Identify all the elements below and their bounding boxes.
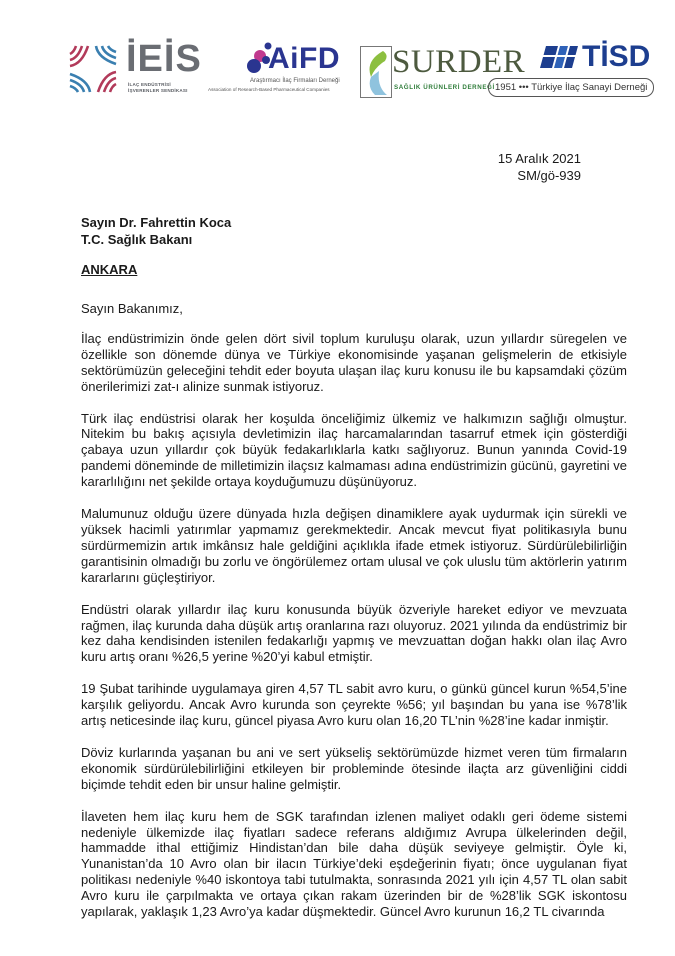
aifd-logo [206, 38, 346, 102]
surder-logo [358, 38, 526, 102]
ieis-subtitle-line: İLAÇ ENDÜSTRİSİ [128, 82, 171, 87]
letterhead-logos [66, 38, 651, 102]
body-paragraph: Endüstri olarak yıllardır ilaç kuru konusunda büyük özveriyle hareket ediyor ve mevzuata rağmen, ilaç kurunda daha düşük artış oranlarına razı oluyoruz. 2021 yılında da endüstrimiz bir kez daha kendisinden istenilen fedakarlığı yapmış ve mevzuattan doğan hakkı olan ilaç Avro kuru artış oranı %26,5 yerine %20’yi kabul etmiştir. [81, 601, 627, 665]
salutation: Sayın Bakanımız, [81, 301, 183, 316]
body-paragraph: Malumunuz olduğu üzere dünyada hızla değişen dinamiklere ayak uydurmak için sürekli ve yüksek hacimli yatırımlar yapmamız gerekmektedir. Ancak mevcut fiyat politikasıyla bunu sürdürmemizin artık imkânsız hale geldiğini açıklıkla ifade etmek istiyoruz. Sürdürülebilirliğin garantisinin olmadığı bu zorlu ve öngörülemez ortam ulusal ve çok uluslu tüm aktörlerin yatırım kararlarını güçleştiriyor. [81, 506, 627, 585]
ieis-wordmark: İEİS [126, 38, 202, 80]
ieis-logo [66, 38, 206, 102]
aifd-wordmark: AiFD [268, 42, 340, 75]
aifd-subtitle-en: Association of Research-Based Pharmaceutical Companies [208, 87, 330, 92]
addressee-city: ANKARA [81, 262, 138, 277]
letter-reference: SM/gö-939 [517, 168, 581, 183]
tisd-stripes-icon [540, 44, 580, 70]
addressee-block [81, 214, 231, 248]
body-paragraph: 19 Şubat tarihinde uygulamaya giren 4,57 TL sabit avro kuru, o günkü güncel kurun %54,5’ine karşılık geliyordu. Ancak Avro kurunda son çeyrekte %56; yıl başından bu yana ise %78’lik artış neticesinde ilaç kuru, güncel piyasa Avro kuru olan 16,20 TL’nin %28’ine kadar inmiştir. [81, 681, 627, 729]
ieis-interlocking-arcs-icon [66, 42, 120, 96]
ieis-subtitle [128, 82, 188, 94]
tisd-logo [486, 38, 651, 102]
addressee-name: Sayın Dr. Fahrettin Koca [81, 215, 232, 230]
addressee-title: T.C. Sağlık Bakanı [81, 232, 193, 247]
body-paragraph: Türk ilaç endüstrisi olarak her koşulda önceliğimiz ülkemiz ve halkımızın sağlığı olmuştur. Nitekim bu bakış açısıyla devletimizin ilaç harcamalarından tasarruf etmek için gösterdiği çabaya uzun yıllardır çok büyük fedakarlıklarla katkı sağlıyoruz. Bunun yanında Covid-19 pandemi döneminde de milletimizin ilaçsız kalmaması adına endüstrimizin gücünü, gayretini ve kararlılığını net şekilde ortaya koyduğumuzu düşünüyoruz. [81, 410, 627, 490]
tisd-wordmark: TİSD [582, 40, 651, 73]
letter-body [81, 301, 627, 936]
tisd-subtitle: 1951 ••• Türkiye İlaç Sanayi Derneği [488, 78, 654, 97]
ieis-subtitle-line: İŞVERENLER SENDİKASI [128, 88, 188, 93]
surder-leaf-icon [361, 47, 391, 97]
body-paragraph: İlaveten hem ilaç kuru hem de SGK tarafından izlenen maliyet odaklı geri ödeme sistemi nedeniyle ülkemizde ilaç fiyatları sadece referans aldığımız Avrupa ülkelerinden değil, hammadde ithal ettiğimiz Hindistan’dan bile daha düşük seviyeye gelmiştir. Öyle ki, Yunanistan’da 10 Avro olan bir ilacın Türkiye’deki eşdeğerinin fiyatı; önce uygulanan fiyat politikası nedeniyle %40 iskontoya tabi tutulmakta, sonrasında 2021 yılı için 4,57 TL olan sabit Avro kuru ile çarpılmakta ve ortaya çıkan rakam üzerinden bir de %28’lik SGK iskontosu yapılarak, yaklaşık 1,23 Avro’ya kadar düşmektedir. Güncel Avro kurunun 16,2 TL civarında [81, 808, 627, 920]
surder-emblem [360, 46, 392, 98]
body-paragraph: İlaç endüstrimizin önde gelen dört sivil toplum kuruluşu olarak, uzun yıllardır süregelen ve özellikle son dönemde dünya ve Türkiye ekonomisinde yaşanan gelişmelerin de etkisiyle sektörümüzün geleceğini tehdit eder boyuta ulaşan ilaç kuru konusu ile bu kapsamdaki çözüm önerilerimizi zat-ı alinize sunmak istiyoruz. [81, 330, 627, 394]
date-block [498, 150, 581, 184]
surder-wordmark: SURDER [392, 44, 526, 80]
letter-date: 15 Aralık 2021 [497, 151, 581, 166]
body-paragraph: Döviz kurlarında yaşanan bu ani ve sert yükseliş sektörümüzde hizmet veren tüm firmaların ekonomik sürdürülebilirliğini etkileyen bir probleminde ötesinde ilaçta arz güvenliğini ciddi biçimde tehdit eden bir unsur haline gelmiştir. [81, 744, 627, 792]
surder-subtitle: SAĞLIK ÜRÜNLERİ DERNEĞİ [394, 84, 495, 91]
aifd-subtitle-tr: Araştırmacı İlaç Firmaları Derneği [250, 78, 340, 84]
